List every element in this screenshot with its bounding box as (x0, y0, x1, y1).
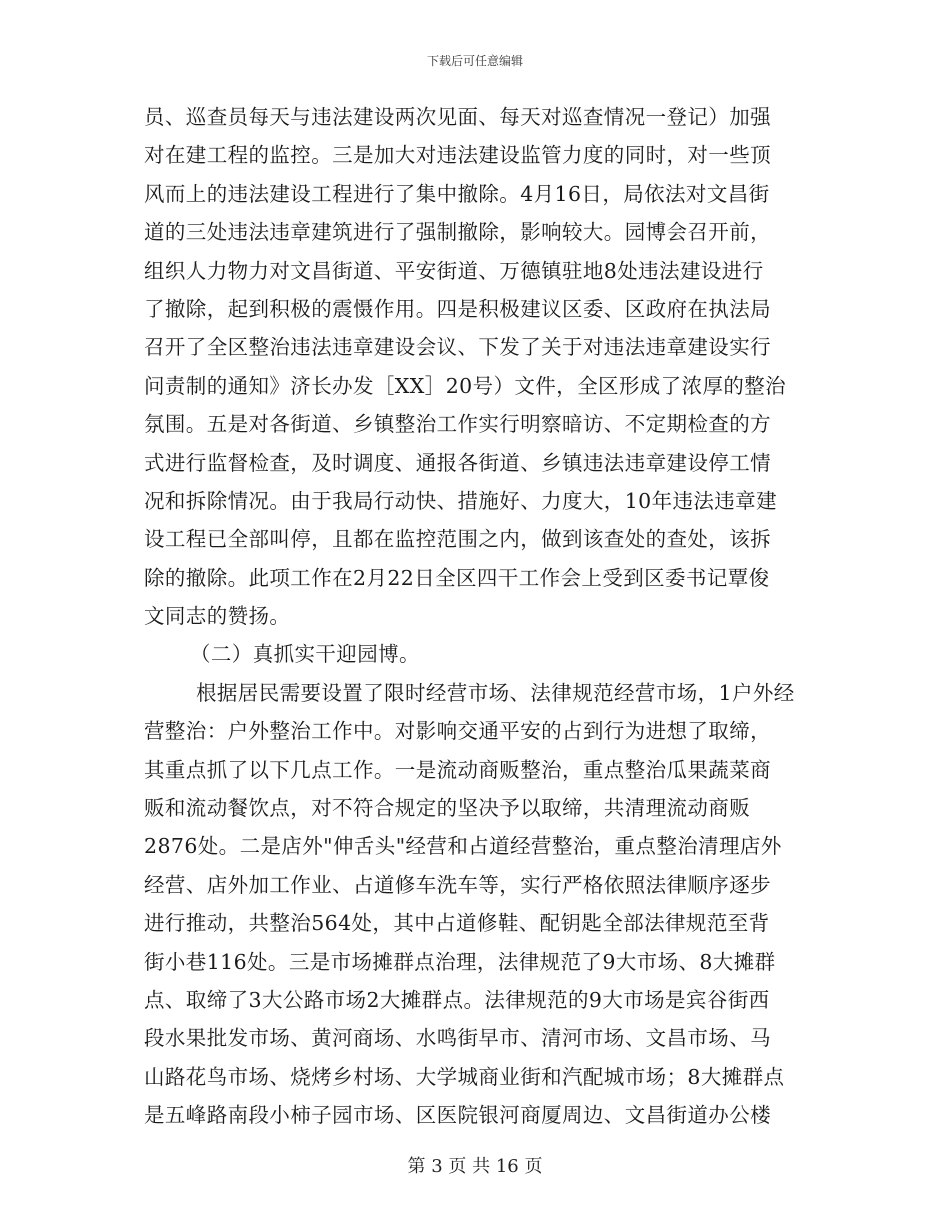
text-line: 式进行监督检查，及时调度、通报各街道、乡镇违法违章建设停工情 (144, 450, 771, 475)
text-line: 街小巷116处。三是市场摊群点治理，法律规范了9大市场、8大摊群 (144, 949, 776, 974)
paragraph-first-line: 根据居民需要设置了限时经营市场、法律规范经营市场，1户外经 (196, 680, 795, 705)
text-line: 其重点抓了以下几点工作。一是流动商贩整治，重点整治瓜果蔬菜商 (144, 757, 771, 782)
text-line: 是五峰路南段小柿子园市场、区医院银河商厦周边、文昌街道办公楼 (144, 1103, 771, 1128)
text-line: 段水果批发市场、黄河商场、水鸣街早市、清河市场、文昌市场、马 (144, 1026, 771, 1051)
text-line: 山路花鸟市场、烧烤乡村场、大学城商业街和汽配城市场；8大摊群点 (144, 1064, 785, 1089)
text-line: 风而上的违法建设工程进行了集中撤除。4月16日，局依法对文昌街 (144, 181, 770, 206)
text-line: 员、巡查员每天与违法建设两次见面、每天对巡查情况一登记）加强 (144, 105, 771, 129)
page-header: 下载后可任意编辑 (426, 54, 523, 68)
text-line: 设工程已全部叫停，且都在监控范围之内，做到该查处的查处，该拆 (144, 527, 771, 552)
text-line: 文同志的赞扬。 (144, 604, 291, 629)
text-line: 营整治：户外整治工作中。对影响交通平安的占到行为进想了取缔， (144, 719, 771, 744)
page-footer: 第 3 页 共 16 页 (407, 1156, 543, 1177)
text-line: 经营、店外加工作业、占道修车洗车等，实行严格依照法律顺序逐步 (144, 872, 771, 897)
text-line: 道的三处违法违章建筑进行了强制撤除，影响较大。园博会召开前， (144, 220, 771, 245)
text-line: 贩和流动餐饮点，对不符合规定的坚决予以取缔，共清理流动商贩 (144, 796, 751, 821)
text-line: 2876处。二是店外"伸舌头"经营和占道经营整治，重点整治清理店外 (144, 834, 782, 859)
section-heading: （二）真抓实干迎园博。 (190, 642, 420, 667)
text-line: 组织人力物力对文昌街道、平安街道、万德镇驻地8处违法建设进行 (144, 258, 764, 283)
text-line: 对在建工程的监控。三是加大对违法建设监管力度的同时，对一些顶 (144, 143, 771, 168)
document-body (144, 98, 824, 1135)
text-line: 了撤除，起到积极的震慑作用。四是积极建议区委、区政府在执法局 (144, 296, 771, 321)
text-line: 点、取缔了3大公路市场2大摊群点。法律规范的9大市场是宾谷街西 (144, 987, 770, 1012)
text-line: 除的撤除。此项工作在2月22日全区四干工作会上受到区委书记覃俊 (144, 565, 770, 590)
text-line: 召开了全区整治违法违章建设会议、下发了关于对违法违章建设实行 (144, 335, 771, 360)
text-line: 问责制的通知》济长办发［XX］20号）文件，全区形成了浓厚的整治 (144, 373, 787, 398)
text-line: 况和拆除情况。由于我局行动快、措施好、力度大，10年违法违章建 (144, 488, 777, 513)
text-line: 进行推动，共整治564处，其中占道修鞋、配钥匙全部法律规范至背 (144, 911, 770, 936)
text-line: 氛围。五是对各街道、乡镇整治工作实行明察暗访、不定期检查的方 (144, 412, 771, 437)
